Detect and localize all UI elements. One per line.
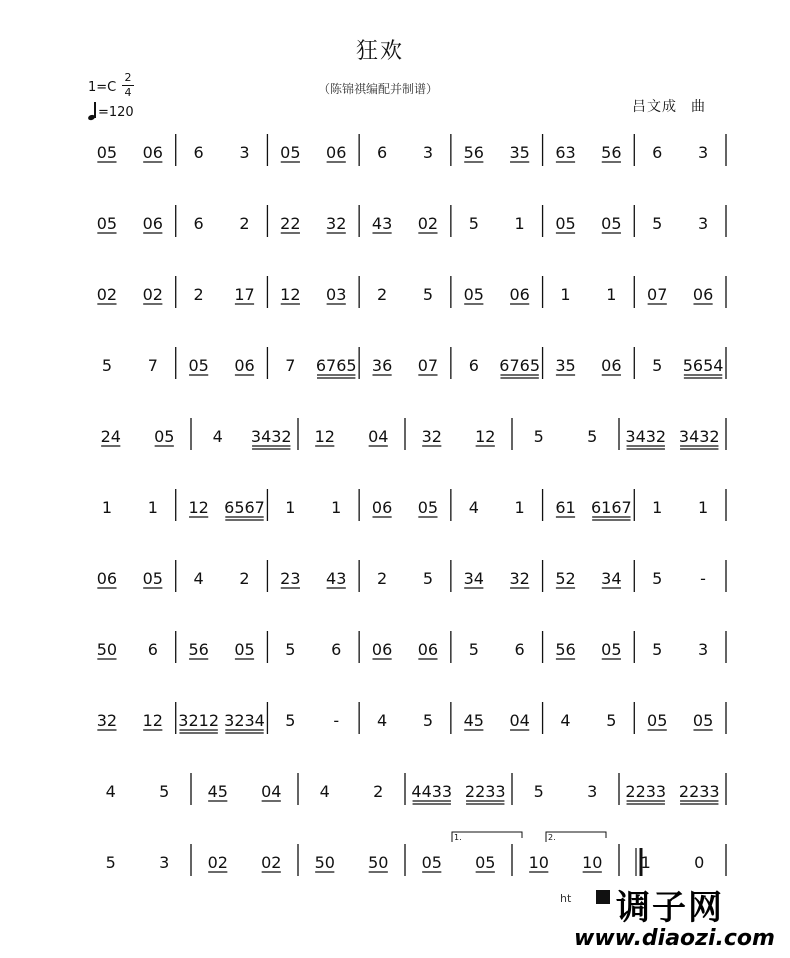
note-group: 3432 xyxy=(250,427,292,446)
note-group: 3432 xyxy=(625,427,667,446)
watermark-url: www.diaozi.com xyxy=(574,926,775,951)
watermark-brand: 调子网 xyxy=(616,888,724,928)
note-group: 56 xyxy=(188,640,209,659)
note-group: 5 xyxy=(468,214,479,233)
note-group: 5 xyxy=(652,356,663,375)
note-group: 6567 xyxy=(224,498,265,517)
note-group: 34 xyxy=(601,569,622,588)
note-group: 2 xyxy=(239,214,250,233)
note-group: 1 xyxy=(514,498,525,517)
note-group: 5 xyxy=(587,427,598,446)
note-group: 5 xyxy=(533,782,544,801)
note-group: 45 xyxy=(207,782,228,801)
watermark-prefix: ht xyxy=(560,892,572,905)
note-group: 2 xyxy=(373,782,384,801)
composer-role: 曲 xyxy=(691,99,706,115)
note-group: 32 xyxy=(96,711,118,730)
volta-label: 1. xyxy=(454,833,462,842)
note-group: 5 xyxy=(606,711,617,730)
note-group: 1 xyxy=(560,285,571,304)
time-signature-bottom: 4 xyxy=(124,86,132,99)
note-group: 23 xyxy=(280,569,301,588)
note-group: 32 xyxy=(509,569,530,588)
note-group: 5 xyxy=(422,285,434,304)
note-group: 06 xyxy=(96,569,118,588)
score-row xyxy=(102,347,726,379)
volta-line xyxy=(452,832,522,842)
score-row xyxy=(102,489,726,521)
score-row xyxy=(97,205,726,237)
note-group: 5 xyxy=(285,640,296,659)
note-group: 56 xyxy=(555,640,576,659)
note-group: 05 xyxy=(280,143,301,162)
note-group: 05 xyxy=(601,214,622,233)
score-row xyxy=(97,276,726,308)
note-group: 63 xyxy=(555,143,576,162)
note-group: 5 xyxy=(285,711,296,730)
note-group: 56 xyxy=(463,143,484,162)
time-signature-top: 2 xyxy=(124,71,132,84)
note-group: 04 xyxy=(368,427,389,446)
note-group: 06 xyxy=(601,356,622,375)
note-group: 36 xyxy=(371,356,393,375)
note-group: 4 xyxy=(105,782,116,801)
volta-bracket xyxy=(452,832,522,842)
note-group: 5 xyxy=(105,853,116,872)
note-group: 6765 xyxy=(315,356,357,375)
note-group: 1 xyxy=(640,853,651,872)
note-group: 17 xyxy=(234,285,255,304)
note-group: 45 xyxy=(463,711,484,730)
note-group: 43 xyxy=(326,569,347,588)
note-group: 6167 xyxy=(590,498,632,517)
note-group: 05 xyxy=(154,427,175,446)
note-group: 3 xyxy=(697,143,709,162)
note-group: 4 xyxy=(193,569,204,588)
note-group: 05 xyxy=(647,711,668,730)
note-group: 4 xyxy=(560,711,571,730)
note-group: 6 xyxy=(193,143,204,162)
note-group: 1 xyxy=(652,498,663,517)
note-group: 0 xyxy=(694,853,705,872)
note-group: 5 xyxy=(101,356,113,375)
note-group: 3 xyxy=(587,782,598,801)
score-row xyxy=(106,844,726,876)
note-group: 5 xyxy=(422,569,434,588)
note-group: 1 xyxy=(101,498,113,517)
note-group: 05 xyxy=(601,640,622,659)
note-group: 06 xyxy=(417,640,439,659)
note-group: 05 xyxy=(96,214,118,233)
note-group: 3212 xyxy=(178,711,220,730)
note-group: 04 xyxy=(261,782,282,801)
note-group: 12 xyxy=(280,285,301,304)
note-group: 05 xyxy=(417,498,439,517)
note-group: 05 xyxy=(475,853,496,872)
score-row xyxy=(106,773,726,805)
note-group: 6 xyxy=(376,143,388,162)
note-group: - xyxy=(700,569,706,588)
note-group: 12 xyxy=(142,711,163,730)
note-group: 5654 xyxy=(682,356,724,375)
note-group: 10 xyxy=(528,853,549,872)
note-group: 1 xyxy=(331,498,342,517)
note-group: 61 xyxy=(555,498,576,517)
note-group: 10 xyxy=(582,853,603,872)
note-group: 3 xyxy=(159,853,170,872)
key-signature: 1=C xyxy=(88,80,117,95)
note-group: 3 xyxy=(239,143,250,162)
note-group: 06 xyxy=(234,356,255,375)
note-group: 6 xyxy=(147,640,158,659)
note-group: 6 xyxy=(193,214,204,233)
note-group: 07 xyxy=(417,356,439,375)
note-group: 7 xyxy=(147,356,158,375)
note-group: 2 xyxy=(376,285,388,304)
note-group: 34 xyxy=(463,569,484,588)
note-group: 06 xyxy=(371,498,393,517)
note-group: 02 xyxy=(96,285,118,304)
note-group: 02 xyxy=(142,285,163,304)
score-row xyxy=(97,134,726,166)
score-row xyxy=(97,560,726,592)
note-group: 06 xyxy=(326,143,347,162)
note-group: 3234 xyxy=(224,711,265,730)
volta-label: 2. xyxy=(548,833,556,842)
note-group: 5 xyxy=(652,569,663,588)
note-group: 4433 xyxy=(411,782,453,801)
note-group: 06 xyxy=(371,640,393,659)
note-group: 05 xyxy=(555,214,576,233)
watermark-logo xyxy=(560,876,782,951)
note-group: 3432 xyxy=(678,427,720,446)
note-group: 2233 xyxy=(464,782,506,801)
note-group: 32 xyxy=(326,214,347,233)
arranger-note: （陈锦祺编配并制谱） xyxy=(318,82,439,96)
note-group: 1 xyxy=(606,285,617,304)
note-group: 07 xyxy=(647,285,668,304)
note-group: 35 xyxy=(509,143,530,162)
note-group: 12 xyxy=(475,427,496,446)
note-group: 43 xyxy=(371,214,393,233)
volta-bracket xyxy=(546,832,606,842)
note-group: 2 xyxy=(239,569,250,588)
score-row xyxy=(97,702,726,734)
note-group: 5 xyxy=(468,640,479,659)
score-row xyxy=(97,631,726,663)
note-group: - xyxy=(333,711,340,730)
note-group: 3 xyxy=(422,143,434,162)
note-group: 5 xyxy=(422,711,434,730)
note-group: 02 xyxy=(261,853,282,872)
watermark-square-icon xyxy=(596,890,610,904)
note-group: 2233 xyxy=(625,782,667,801)
note-group: 05 xyxy=(188,356,209,375)
note-group: 05 xyxy=(96,143,118,162)
note-group: 5 xyxy=(652,640,663,659)
note-group: 4 xyxy=(468,498,479,517)
note-group: 5 xyxy=(533,427,544,446)
note-group: 3 xyxy=(697,214,709,233)
note-group: 05 xyxy=(142,569,163,588)
note-group: 2 xyxy=(376,569,388,588)
note-group: 1 xyxy=(285,498,296,517)
note-group: 5 xyxy=(159,782,170,801)
note-group: 06 xyxy=(142,143,163,162)
note-group: 12 xyxy=(188,498,209,517)
note-group: 06 xyxy=(509,285,530,304)
note-group: 6 xyxy=(652,143,663,162)
note-group: 06 xyxy=(142,214,163,233)
note-group: 12 xyxy=(314,427,335,446)
note-group: 4 xyxy=(319,782,330,801)
note-group: 02 xyxy=(207,853,228,872)
note-group: 1 xyxy=(147,498,158,517)
note-group: 7 xyxy=(285,356,296,375)
note-group: 1 xyxy=(514,214,525,233)
note-group: 03 xyxy=(326,285,347,304)
note-group: 05 xyxy=(421,853,442,872)
note-group: 5 xyxy=(652,214,663,233)
note-group: 50 xyxy=(368,853,389,872)
page-title: 狂欢 xyxy=(355,39,404,64)
note-group: 1 xyxy=(697,498,709,517)
note-group: 6 xyxy=(468,356,479,375)
note-group: 24 xyxy=(100,427,121,446)
note-group: 3 xyxy=(697,640,709,659)
note-group: 22 xyxy=(280,214,301,233)
note-group: 32 xyxy=(421,427,442,446)
note-group: 2233 xyxy=(678,782,720,801)
note-group: 50 xyxy=(314,853,335,872)
note-group: 6765 xyxy=(499,356,541,375)
composer-name: 吕文成 xyxy=(632,99,677,115)
note-group: 05 xyxy=(463,285,484,304)
note-group: 2 xyxy=(193,285,204,304)
note-group: 35 xyxy=(555,356,576,375)
note-group: 05 xyxy=(692,711,714,730)
note-group: 6 xyxy=(331,640,342,659)
note-group: 06 xyxy=(692,285,714,304)
note-group: 6 xyxy=(514,640,525,659)
tempo-value: =120 xyxy=(98,105,134,120)
note-group: 05 xyxy=(234,640,255,659)
note-group: 52 xyxy=(555,569,576,588)
score-row xyxy=(101,418,726,450)
note-group: 4 xyxy=(376,711,388,730)
note-group: 04 xyxy=(509,711,530,730)
note-group: 50 xyxy=(96,640,118,659)
note-group: 4 xyxy=(212,427,223,446)
note-group: 56 xyxy=(601,143,622,162)
note-group: 02 xyxy=(417,214,439,233)
